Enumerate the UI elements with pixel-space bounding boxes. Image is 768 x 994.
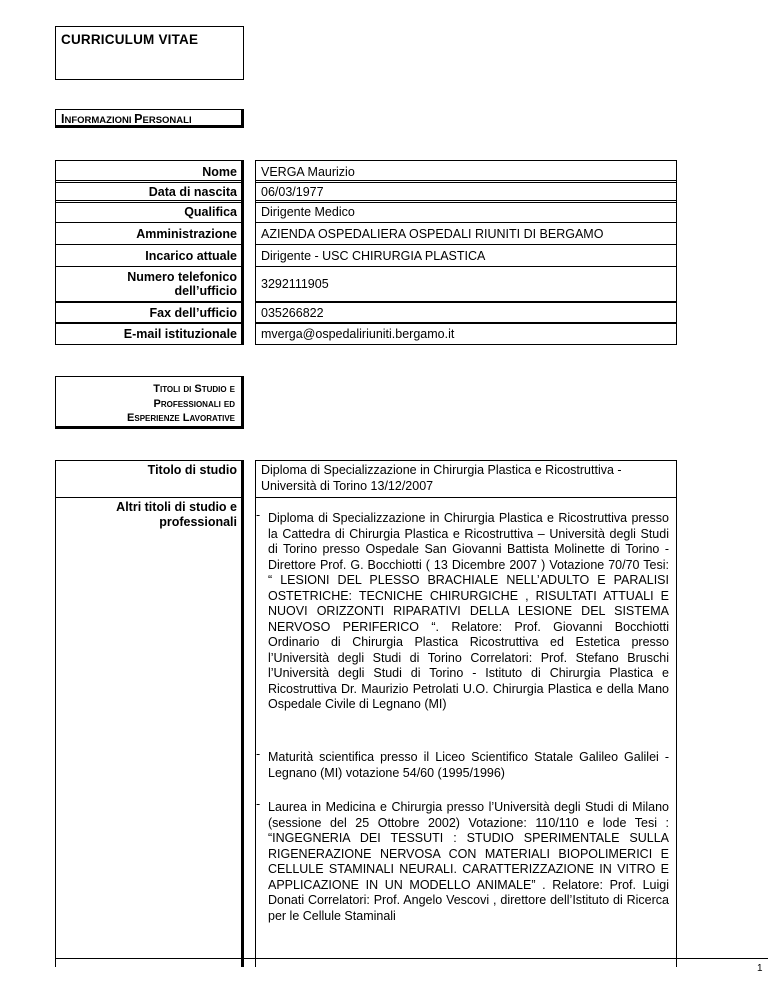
label-titolo-studio	[55, 460, 244, 498]
altri-titoli-item-2: Maturità scientifica presso il Liceo Scientifico Statale Galileo Galilei - Legnano (MI) votazione 54/60 (1995/1996)	[268, 750, 669, 780]
label-titolo-studio-text: Titolo di studio	[147, 463, 237, 477]
section-titles-line2: Professionali ed	[153, 397, 235, 410]
value-telefono: 3292111905	[255, 266, 677, 302]
value-qualifica: Dirigente Medico	[255, 200, 677, 223]
cv-title-box	[55, 26, 244, 80]
value-nome: VERGA Maurizio	[255, 160, 677, 183]
value-titolo-studio	[255, 460, 677, 498]
section-titles-line1: Titoli di Studio e	[153, 383, 235, 395]
section-personal-heading	[55, 109, 244, 128]
label-telefono-line1: Numero telefonico	[127, 270, 237, 284]
label-data-nascita: Data di nascita	[55, 180, 244, 203]
value-email: mverga@ospedaliriuniti.bergamo.it	[255, 322, 677, 345]
heading-initial-2: P	[134, 112, 143, 126]
bullet-2: -	[256, 747, 261, 761]
page-number: 1	[757, 963, 763, 974]
label-altri-titoli	[55, 497, 244, 967]
label-email: E-mail istituzionale	[55, 322, 244, 345]
section-titles-heading	[55, 376, 244, 429]
heading-rest-2: ERSONALI	[142, 115, 192, 126]
label-incarico: Incarico attuale	[55, 244, 244, 267]
label-altri-line1: Altri titoli di studio e	[116, 500, 237, 514]
label-qualifica: Qualifica	[55, 200, 244, 223]
footer-rule	[55, 958, 768, 959]
altri-titoli-item-1: Diploma di Specializzazione in Chirurgia Plastica e Ricostruttiva presso la Cattedra di Chirurgia Plastica e Ricostruttiva – Università degli Studi di Torino presso Ospedale San Giovanni Battista Molinette di Torino - Direttore Prof. G. Bocchiotti ( 13 Dicembre 2007 ) Votazione 70/70 Tesi: “ LESIONI DEL PLESSO BRACHIALE NELL’ADULTO E PARALISI OSTETRICHE: TECNICHE CHIRURGICHE , RISULTATI ATTUALI E NUOVI ORIZZONTI RIPARATIVI DELLA LESIONE DEL SISTEMA NERVOSO PERIFERICO “. Relatore: Prof. Giovanni Bocchiotti Ordinario di Chirurgia Plastica Ricostruttiva ed Estetica presso l’Università degli Studi di Torino Correlatori: Prof. Stefano Bruschi l’Università degli Studi di Torino - Istituto di Chirurgia Plastica e Ricostruttiva Dr. Maurizio Petrolati U.O. Chirurgia Plastica e della Mano Ospedale Civile di Legnano (MI)	[268, 511, 669, 711]
label-amministrazione: Amministrazione	[55, 222, 244, 245]
value-fax: 035266822	[255, 302, 677, 324]
cv-title: CURRICULUM VITAE	[61, 32, 199, 47]
label-fax: Fax dell’ufficio	[55, 302, 244, 324]
label-telefono-line2: dell’ufficio	[174, 284, 237, 298]
label-telefono	[55, 266, 244, 302]
label-altri-line2: professionali	[159, 515, 237, 529]
value-titolo-studio-text: Diploma di Specializzazione in Chirurgia Plastica e Ricostruttiva - Università di Torino 13/12/2007	[261, 463, 622, 493]
value-data-nascita: 06/03/1977	[255, 180, 677, 203]
bullet-3: -	[256, 797, 261, 811]
heading-initial-1: I	[61, 112, 65, 126]
heading-rest-1: NFORMAZIONI	[64, 115, 135, 126]
value-incarico: Dirigente - USC CHIRURGIA PLASTICA	[255, 244, 677, 267]
altri-titoli-item-3: Laurea in Medicina e Chirurgia presso l’Università degli Studi di Milano (sessione del 25 Ottobre 2002) Votazione: 110/110 e lode Tesi : “INGEGNERIA DEI TESSUTI : STUDIO SPERIMENTALE SULLA RIGENERAZIONE NERVOSA CON MATERIALI BIOPOLIMERICI E CELLULE STAMINALI NEURALI. CARATTERIZZAZIONE IN VITRO E APPLICAZIONE IN UN MODELLO ANIMALE” . Relatore: Prof. Luigi Donati Correlatori: Prof. Angelo Vescovi , direttore dell’Istituto di Ricerca per le Cellule Staminali	[268, 800, 669, 923]
label-nome: Nome	[55, 160, 244, 183]
section-titles-line3: Esperienze Lavorative	[127, 412, 235, 424]
value-amministrazione: AZIENDA OSPEDALIERA OSPEDALI RIUNITI DI BERGAMO	[255, 222, 677, 245]
bullet-1: -	[256, 508, 261, 522]
